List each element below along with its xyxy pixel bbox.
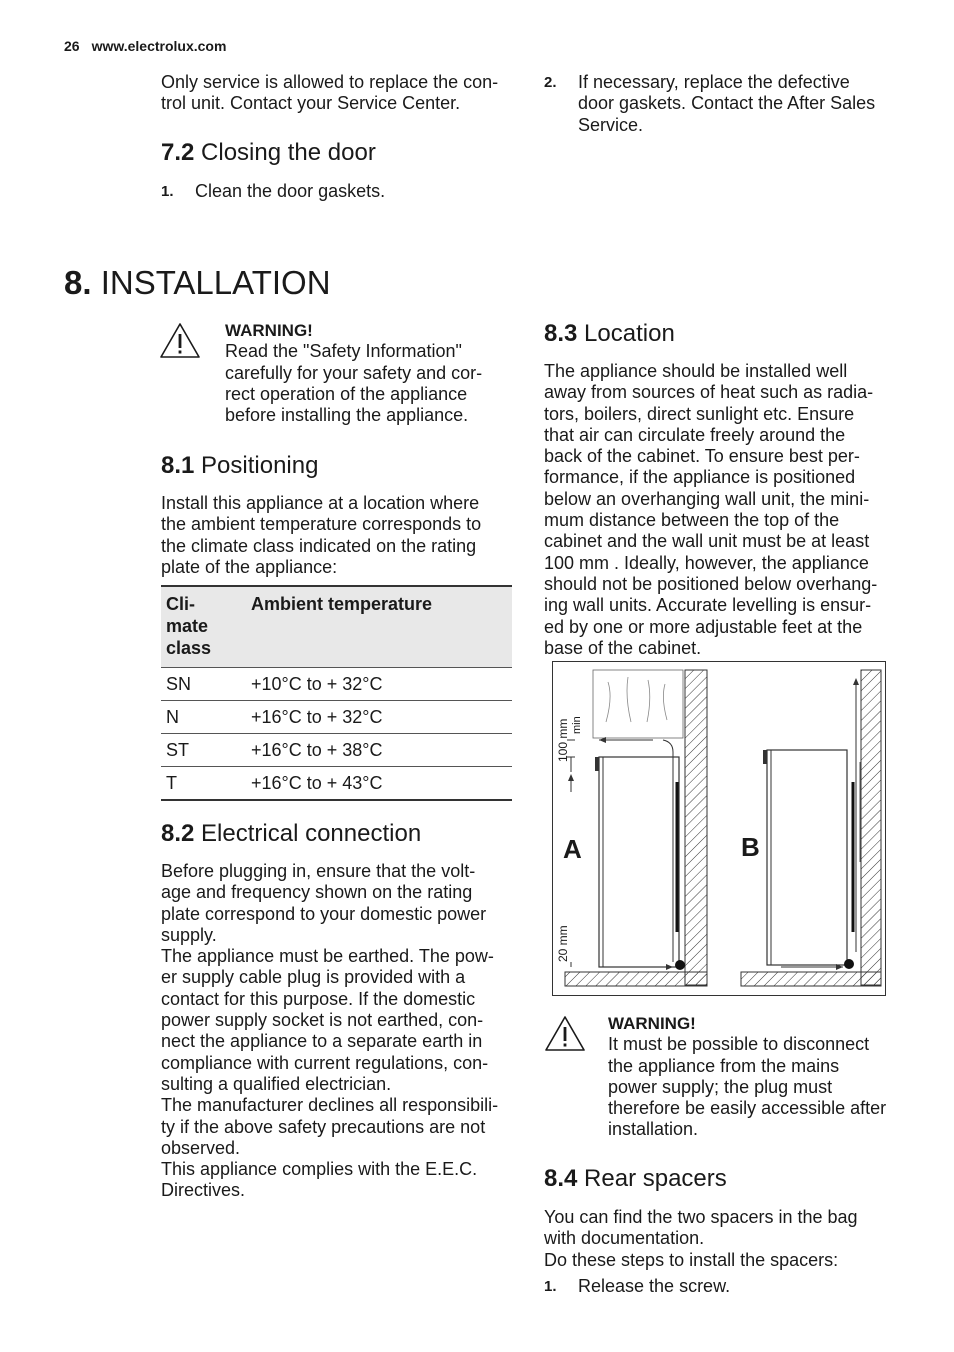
service-line-2: trol unit. Contact your Service Center. bbox=[161, 93, 461, 114]
table-cell-class: ST bbox=[161, 734, 246, 767]
step-text: Clean the door gaskets. bbox=[195, 181, 386, 201]
website-url: www.electrolux.com bbox=[91, 38, 227, 54]
location-line-10: 100 mm . Ideally, however, the appliance bbox=[544, 552, 869, 573]
warning-disconnect bbox=[608, 1013, 908, 1141]
warning-line-2: the appliance from the mains bbox=[608, 1055, 840, 1076]
electrical-line-5: The appliance must be earthed. The pow- bbox=[161, 946, 494, 967]
step-release-screw bbox=[544, 1276, 904, 1297]
table-cell-class: SN bbox=[161, 668, 246, 701]
electrical-line-12: The manufacturer declines all responsibili- bbox=[161, 1095, 499, 1116]
electrical-line-7: contact for this purpose. If the domestic bbox=[161, 988, 476, 1009]
dimension-label-bottom bbox=[556, 925, 570, 962]
table-header-climate-class: Cli- mate class bbox=[161, 586, 246, 668]
section-8-2-heading bbox=[161, 820, 421, 848]
climate-class-table bbox=[161, 585, 512, 801]
warning-icon bbox=[544, 1015, 586, 1058]
electrical-line-15: This appliance complies with the E.E.C. bbox=[161, 1159, 478, 1180]
step-clean-gaskets bbox=[161, 181, 521, 202]
location-line-4: that air can circulate freely around the bbox=[544, 424, 846, 445]
section-8-1-number: 8.1 bbox=[161, 452, 195, 479]
location-line-13: ed by one or more adjustable feet at the bbox=[544, 616, 863, 637]
electrical-line-2: age and frequency shown on the rating bbox=[161, 882, 473, 903]
table-row bbox=[161, 701, 512, 734]
rear-spacers-text bbox=[544, 1207, 914, 1271]
electrical-connection-text bbox=[161, 861, 521, 1202]
warning-line-2: carefully for your safety and cor- bbox=[225, 362, 483, 383]
figure-label-a: A bbox=[563, 834, 582, 864]
step-text-line-1: If necessary, replace the defective bbox=[578, 72, 850, 92]
electrical-line-14: observed. bbox=[161, 1137, 241, 1158]
electrical-line-11: sulting a qualified electrician. bbox=[161, 1073, 392, 1094]
electrical-line-3: plate correspond to your domestic power bbox=[161, 903, 487, 924]
installation-diagram bbox=[553, 662, 885, 995]
warning-line-4: therefore be easily accessible after bbox=[608, 1098, 887, 1119]
dimension-label-top-min bbox=[571, 716, 583, 734]
electrical-line-1: Before plugging in, ensure that the volt- bbox=[161, 861, 476, 881]
chapter-heading bbox=[64, 264, 331, 302]
table-cell-temperature: +16°C to + 38°C bbox=[246, 734, 512, 767]
positioning-line-4: plate of the appliance: bbox=[161, 556, 338, 577]
location-line-12: ing wall units. Accurate levelling is ensur- bbox=[544, 595, 872, 616]
figure-label-b: B bbox=[741, 832, 760, 862]
location-line-8: mum distance between the top of the bbox=[544, 510, 840, 531]
service-line-1: Only service is allowed to replace the con- bbox=[161, 72, 499, 92]
electrical-line-4: supply. bbox=[161, 924, 217, 945]
installation-clearance-figure bbox=[552, 661, 886, 996]
dimension-top-min: min bbox=[571, 716, 583, 734]
table-cell-temperature: +10°C to + 32°C bbox=[246, 668, 512, 701]
table-row bbox=[161, 734, 512, 767]
step-number: 2. bbox=[544, 74, 557, 91]
location-line-5: back of the cabinet. To ensure best per- bbox=[544, 446, 860, 467]
section-8-4-number: 8.4 bbox=[544, 1165, 578, 1192]
spacers-line-3: Do these steps to install the spacers: bbox=[544, 1249, 839, 1270]
location-line-9: cabinet and the wall unit must be at least bbox=[544, 531, 870, 552]
section-8-2-title: Electrical connection bbox=[201, 820, 422, 847]
warning-line-1: Read the "Safety Information" bbox=[225, 341, 462, 362]
warning-title: WARNING! bbox=[225, 321, 313, 340]
table-row bbox=[161, 668, 512, 701]
table-cell-class: T bbox=[161, 767, 246, 801]
warning-line-4: before installing the appliance. bbox=[225, 405, 469, 426]
warning-line-1: It must be possible to disconnect bbox=[608, 1034, 870, 1055]
electrical-line-13: ty if the above safety precautions are not bbox=[161, 1116, 486, 1137]
location-line-2: away from sources of heat such as radia- bbox=[544, 382, 874, 403]
dimension-bottom-value: 20 mm bbox=[556, 925, 570, 962]
electrical-line-16: Directives. bbox=[161, 1180, 246, 1201]
location-text bbox=[544, 361, 914, 659]
table-cell-temperature: +16°C to + 43°C bbox=[246, 767, 512, 801]
location-line-1: The appliance should be installed well bbox=[544, 361, 848, 381]
warning-line-3: rect operation of the appliance bbox=[225, 383, 468, 404]
chapter-title: INSTALLATION bbox=[100, 264, 331, 301]
positioning-line-1: Install this appliance at a location where bbox=[161, 493, 480, 513]
step-text: Release the screw. bbox=[578, 1276, 731, 1296]
location-line-7: below an overhanging wall unit, the mini- bbox=[544, 488, 870, 509]
positioning-line-2: the ambient temperature corresponds to bbox=[161, 514, 482, 535]
step-text-line-3: Service. bbox=[578, 114, 644, 135]
table-row bbox=[161, 767, 512, 801]
section-8-4-title: Rear spacers bbox=[584, 1165, 727, 1192]
table-header-ambient-temperature: Ambient temperature bbox=[246, 586, 512, 668]
section-8-3-heading bbox=[544, 320, 675, 348]
positioning-line-3: the climate class indicated on the rating bbox=[161, 535, 477, 556]
step-number: 1. bbox=[161, 183, 174, 200]
electrical-line-10: compliance with current regulations, con- bbox=[161, 1052, 489, 1073]
spacers-line-2: with documentation. bbox=[544, 1228, 705, 1249]
spacers-line-1: You can find the two spacers in the bag bbox=[544, 1207, 858, 1227]
location-line-14: base of the cabinet. bbox=[544, 637, 702, 658]
page-header bbox=[64, 38, 226, 54]
page-number: 26 bbox=[64, 38, 80, 54]
warning-safety-info bbox=[225, 320, 515, 426]
section-8-2-number: 8.2 bbox=[161, 820, 195, 847]
section-8-4-heading bbox=[544, 1165, 727, 1193]
warning-title: WARNING! bbox=[608, 1014, 696, 1033]
warning-icon bbox=[159, 322, 201, 365]
section-7-2-heading bbox=[161, 139, 376, 167]
section-8-1-title: Positioning bbox=[201, 452, 319, 479]
positioning-text bbox=[161, 493, 521, 578]
table-cell-temperature: +16°C to + 32°C bbox=[246, 701, 512, 734]
step-text-line-2: door gaskets. Contact the After Sales bbox=[578, 93, 876, 114]
section-8-3-title: Location bbox=[584, 320, 675, 347]
dimension-label-top bbox=[556, 719, 570, 762]
section-7-2-title: Closing the door bbox=[201, 139, 376, 166]
location-line-6: formance, if the appliance is positioned bbox=[544, 467, 856, 488]
chapter-number: 8. bbox=[64, 264, 92, 301]
step-replace-gaskets bbox=[544, 72, 904, 136]
dimension-top-value: 100 mm bbox=[556, 718, 570, 762]
electrical-line-8: power supply socket is not earthed, con- bbox=[161, 1010, 484, 1031]
section-8-3-number: 8.3 bbox=[544, 320, 578, 347]
section-7-2-number: 7.2 bbox=[161, 139, 195, 166]
location-line-3: tors, boilers, direct sunlight etc. Ensure bbox=[544, 403, 855, 424]
section-8-1-heading bbox=[161, 452, 318, 480]
warning-line-5: installation. bbox=[608, 1119, 699, 1140]
electrical-line-9: nect the appliance to a separate earth in bbox=[161, 1031, 483, 1052]
step-number: 1. bbox=[544, 1278, 557, 1295]
service-note bbox=[161, 72, 521, 115]
electrical-line-6: er supply cable plug is provided with a bbox=[161, 967, 466, 988]
location-line-11: should not be positioned below overhang- bbox=[544, 573, 878, 594]
table-cell-class: N bbox=[161, 701, 246, 734]
warning-line-3: power supply; the plug must bbox=[608, 1076, 833, 1097]
